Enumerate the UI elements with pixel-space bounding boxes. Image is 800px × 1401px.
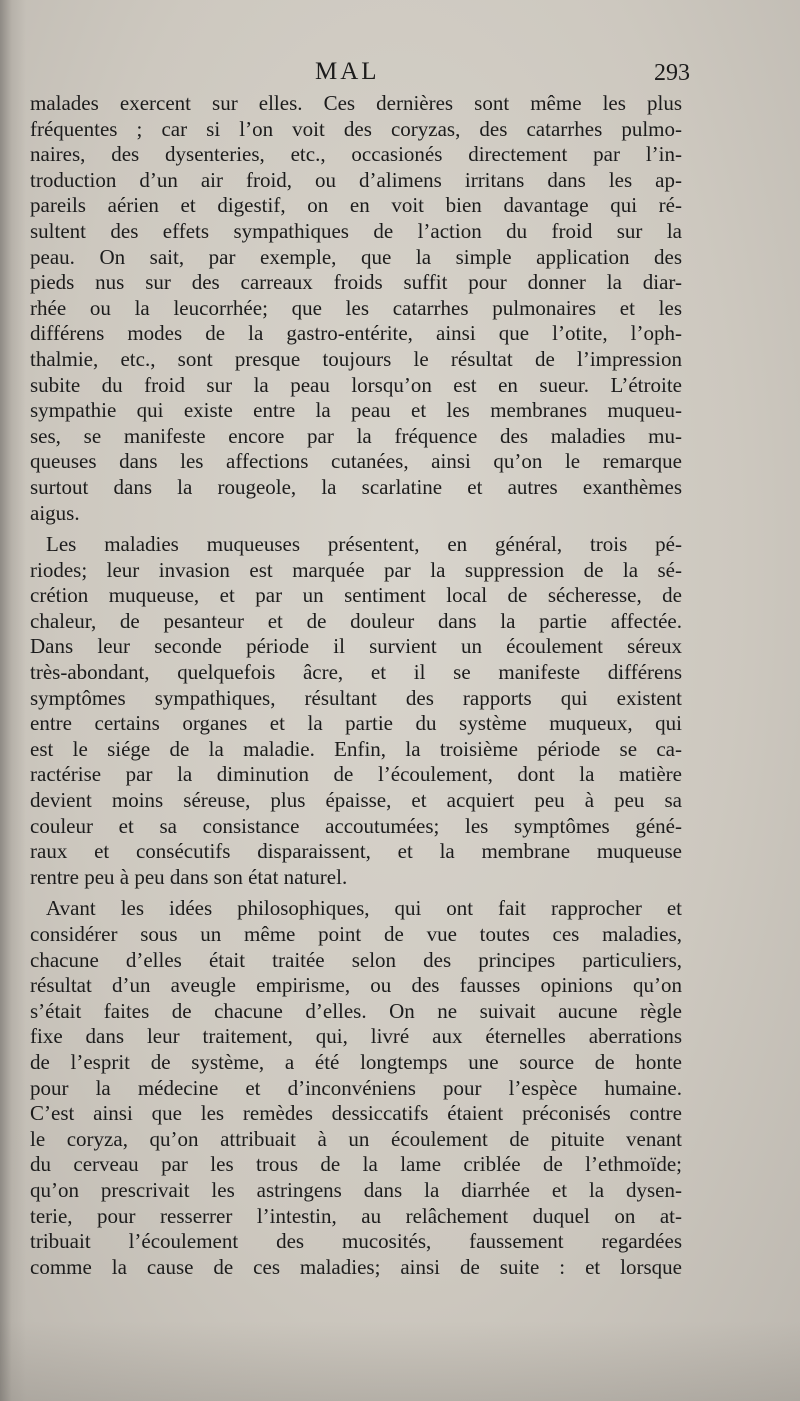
text-line: crétion muqueuse, et par un sentiment local de sécheresse, de <box>30 583 682 608</box>
text-line: ses, se manifeste encore par la fréquence des maladies mu- <box>30 423 682 448</box>
text-line: Avant les idées philosophiques, qui ont fait rapprocher et <box>46 896 682 921</box>
text-line: fréquentes ; car si l’on voit des coryzas, des catarrhes pulmo- <box>30 116 682 141</box>
text-line: surtout dans la rougeole, la scarlatine et autres exanthèmes <box>30 474 682 499</box>
text-line: considérer sous un même point de vue toutes ces maladies, <box>30 922 682 946</box>
text-line: symptômes sympathiques, résultant des rapports qui existent <box>30 685 682 710</box>
text-line: aigus. <box>30 500 80 525</box>
text-line: du cerveau par les trous de la lame criblée de l’ethmoïde; <box>30 1152 682 1177</box>
paragraph <box>30 896 682 1280</box>
text-line: pareils aérien et digestif, on en voit bien davantage qui ré- <box>30 193 682 218</box>
text-line: comme la cause de ces maladies; ainsi de suite : et lorsque <box>30 1254 682 1279</box>
text-line: de l’esprit de système, a été longtemps une source de honte <box>30 1049 682 1074</box>
bottom-shade <box>0 1321 800 1401</box>
text-line: subite du froid sur la peau lorsqu’on est en sueur. L’étroite <box>30 372 682 397</box>
text-line: s’était faites de chacune d’elles. On ne suivait aucune règle <box>30 998 682 1023</box>
gutter-shadow <box>0 0 26 1401</box>
text-line: naires, des dysenteries, etc., occasionés directement par l’in- <box>30 142 682 167</box>
text-line: fixe dans leur traitement, qui, livré aux éternelles aberrations <box>30 1024 682 1049</box>
text-line: C’est ainsi que les remèdes dessiccatifs étaient préconisés contre <box>30 1101 682 1126</box>
text-line: différens modes de la gastro-entérite, ainsi que l’otite, l’oph- <box>30 321 682 346</box>
text-line: Les maladies muqueuses présentent, en général, trois pé- <box>46 532 682 557</box>
paragraph <box>30 91 682 526</box>
text-line: rhée ou la leucorrhée; que les catarrhes pulmonaires et les <box>30 295 682 320</box>
text-line: queuses dans les affections cutanées, ainsi qu’on le remarque <box>30 449 682 474</box>
running-head: MAL <box>315 58 380 85</box>
text-line: sympathie qui existe entre la peau et les membranes muqueu- <box>30 398 682 423</box>
page-number: 293 <box>654 60 690 86</box>
text-line: thalmie, etc., sont presque toujours le résultat de l’impression <box>30 346 682 371</box>
text-line: pieds nus sur des carreaux froids suffit pour donner la diar- <box>30 270 682 295</box>
text-line: riodes; leur invasion est marquée par la suppression de la sé- <box>30 557 682 582</box>
text-line: peau. On sait, par exemple, que la simple application des <box>30 244 682 269</box>
body-text <box>30 91 682 1280</box>
text-line: tribuait l’écoulement des mucosités, faussement regardées <box>30 1229 682 1254</box>
text-line: terie, pour resserrer l’intestin, au relâchement duquel on at- <box>30 1203 682 1228</box>
paragraph <box>30 532 682 890</box>
text-line: rentre peu à peu dans son état naturel. <box>30 864 348 889</box>
text-line: malades exercent sur elles. Ces dernières sont même les plus <box>30 91 682 115</box>
text-line: sultent des effets sympathiques de l’action du froid sur la <box>30 218 682 243</box>
text-line: raux et consécutifs disparaissent, et la membrane muqueuse <box>30 839 682 864</box>
text-line: devient moins séreuse, plus épaisse, et acquiert peu à peu sa <box>30 788 682 813</box>
page-header <box>30 58 690 92</box>
text-line: résultat d’un aveugle empirisme, ou des fausses opinions qu’on <box>30 973 682 998</box>
text-line: entre certains organes et la partie du système muqueux, qui <box>30 711 682 736</box>
text-line: le coryza, qu’on attribuait à un écoulement de pituite venant <box>30 1126 682 1151</box>
text-line: qu’on prescrivait les astringens dans la diarrhée et la dysen- <box>30 1177 682 1202</box>
text-line: pour la médecine et d’inconvéniens pour l’espèce humaine. <box>30 1075 682 1100</box>
text-line: très-abondant, quelquefois âcre, et il se manifeste différens <box>30 660 682 685</box>
text-line: chaleur, de pesanteur et de douleur dans la partie affectée. <box>30 608 682 633</box>
text-line: ractérise par la diminution de l’écoulement, dont la matière <box>30 762 682 787</box>
text-line: est le siége de la maladie. Enfin, la troisième période se ca- <box>30 736 682 761</box>
text-line: Dans leur seconde période il survient un écoulement séreux <box>30 634 682 659</box>
text-line: troduction d’un air froid, ou d’alimens irritans dans les ap- <box>30 167 682 192</box>
text-line: chacune d’elles était traitée selon des principes particuliers, <box>30 947 682 972</box>
text-line: couleur et sa consistance accoutumées; les symptômes géné- <box>30 813 682 838</box>
